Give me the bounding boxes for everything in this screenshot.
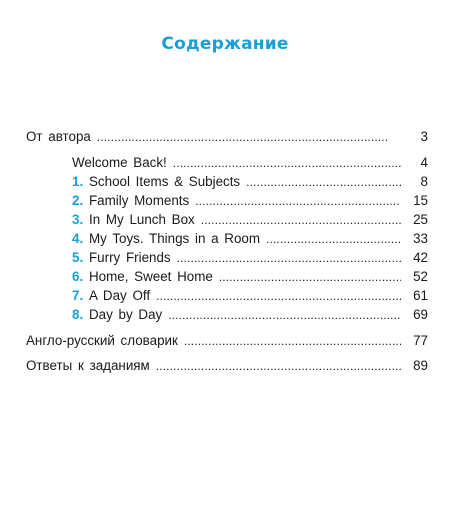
toc-entry-unit-8[interactable]	[72, 305, 428, 325]
toc-entry-label: School Items & Subjects	[89, 174, 241, 189]
toc-entry-label: A Day Off	[89, 288, 151, 303]
toc-entry-page: 3	[420, 129, 428, 144]
toc-entry-label: От автора	[26, 129, 91, 144]
dot-leader	[201, 210, 401, 230]
page-title: Содержание	[161, 34, 289, 54]
toc-entry-unit-7[interactable]	[72, 286, 428, 306]
toc-entry-label: Home, Sweet Home	[89, 269, 213, 284]
toc-entry-unit-3[interactable]	[72, 210, 428, 230]
dot-leader	[156, 286, 401, 306]
toc-entry-label: Ответы к заданиям	[26, 358, 150, 373]
toc-entry-page: 33	[413, 231, 428, 246]
toc-entry-unit-5[interactable]	[72, 248, 428, 268]
dot-leader	[246, 172, 401, 192]
toc-entry-page: 77	[413, 333, 428, 348]
toc-entry-page: 4	[420, 155, 428, 170]
toc-entry-page: 89	[413, 358, 428, 373]
toc-entry-page: 42	[413, 250, 428, 265]
toc-entry-unit-4[interactable]	[72, 229, 428, 249]
toc-entry-label: Family Moments	[89, 193, 190, 208]
toc-entry-welcome-back[interactable]	[72, 153, 428, 173]
dot-leader	[266, 229, 401, 249]
dot-leader	[97, 127, 401, 147]
toc-entry-label: Day by Day	[89, 307, 163, 322]
toc-entry-label: Welcome Back!	[72, 155, 167, 170]
toc-entry-page: 69	[413, 307, 428, 322]
toc-entry-number: 6.	[72, 269, 84, 284]
toc-entry-label: Furry Friends	[89, 250, 171, 265]
dot-leader	[168, 305, 401, 325]
dot-leader	[177, 248, 401, 268]
toc-entry-page: 52	[413, 269, 428, 284]
dot-leader	[173, 153, 401, 173]
toc-entry-unit-1[interactable]	[72, 172, 428, 192]
toc-entry-from-author[interactable]	[26, 127, 428, 147]
toc-entry-number: 5.	[72, 250, 84, 265]
toc-entry-answers[interactable]	[26, 356, 428, 376]
dot-leader	[184, 331, 401, 351]
toc-entry-page: 15	[413, 193, 428, 208]
toc-entry-unit-6[interactable]	[72, 267, 428, 287]
toc-entry-label: Англо-русский словарик	[26, 333, 178, 348]
toc-entry-number: 8.	[72, 307, 84, 322]
toc-entry-label: My Toys. Things in a Room	[89, 231, 261, 246]
toc-entry-number: 1.	[72, 174, 84, 189]
toc-entry-number: 4.	[72, 231, 84, 246]
dot-leader	[156, 356, 401, 376]
dot-leader	[219, 267, 401, 287]
toc-entry-unit-2[interactable]	[72, 191, 428, 211]
toc-entry-dictionary[interactable]	[26, 331, 428, 351]
toc-entry-page: 8	[420, 174, 428, 189]
dot-leader	[195, 191, 401, 211]
toc-entry-number: 2.	[72, 193, 84, 208]
toc-entry-number: 3.	[72, 212, 84, 227]
toc-entry-number: 7.	[72, 288, 84, 303]
toc-entry-page: 61	[413, 288, 428, 303]
toc-entry-label: In My Lunch Box	[89, 212, 195, 227]
toc-entry-page: 25	[413, 212, 428, 227]
